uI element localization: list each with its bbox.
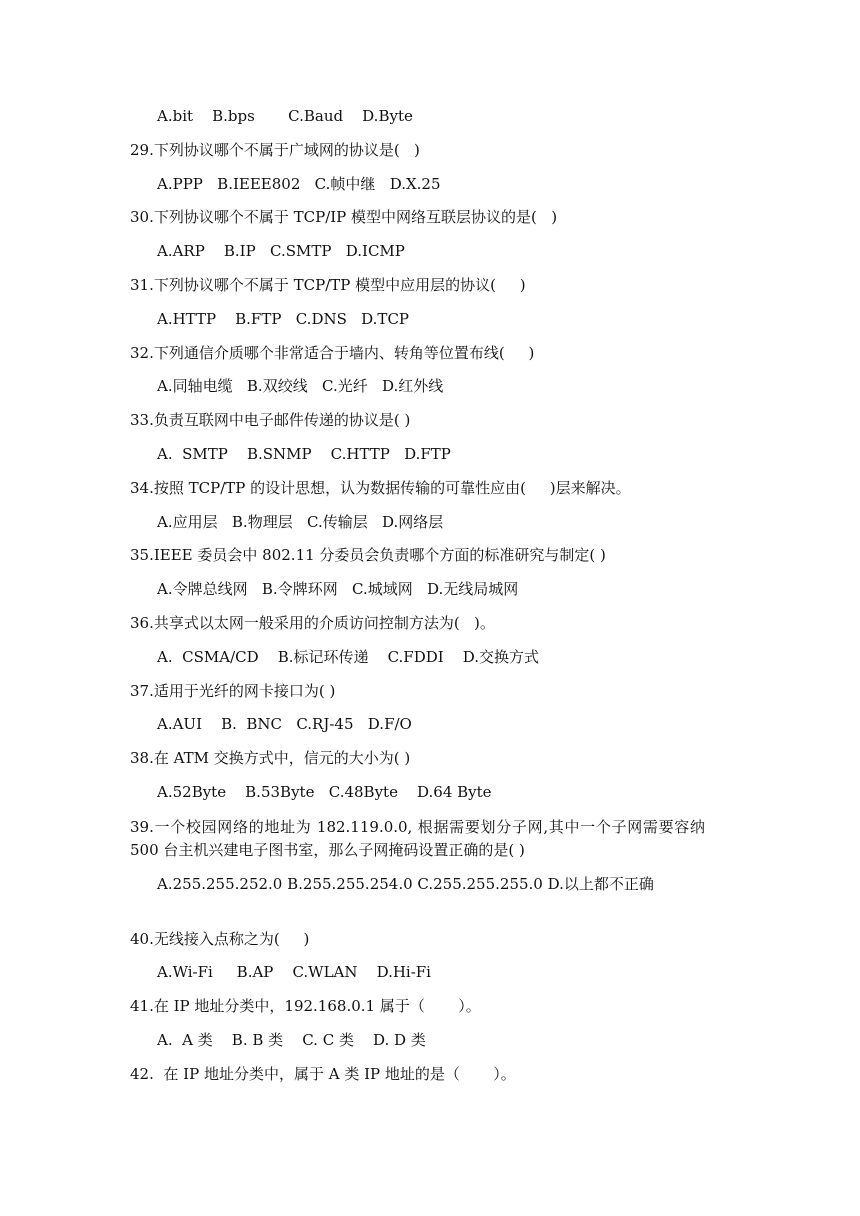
question-40: 40.无线接入点称之为( ): [130, 930, 310, 948]
question-37: 37.适用于光纤的网卡接口为( ): [130, 682, 336, 700]
question-42: 42. 在 IP 地址分类中，属于 A 类 IP 地址的是（ ）。: [130, 1065, 516, 1083]
question-39: 39.一个校园网络的地址为 182.119.0.0, 根据需要划分子网,其中一个子网需要容纳 500 台主机兴建电子图书室，那么子网掩码设置正确的是( ): [130, 818, 705, 859]
question-30: 30.下列协议哪个不属于 TCP/IP 模型中网络互联层协议的是( ): [130, 208, 558, 226]
options-q33: A. SMTP B.SNMP C.HTTP D.FTP: [157, 445, 451, 463]
question-38: 38.在 ATM 交换方式中，信元的大小为( ): [130, 749, 411, 767]
options-q31: A.HTTP B.FTP C.DNS D.TCP: [157, 310, 410, 328]
options-q32: A.同轴电缆 B.双绞线 C.光纤 D.红外线: [157, 377, 444, 395]
options-q29: A.PPP B.IEEE802 C.帧中继 D.X.25: [157, 175, 441, 193]
question-34: 34.按照 TCP/TP 的设计思想，认为数据传输的可靠性应由( )层来解决。: [130, 479, 631, 497]
options-q30: A.ARP B.IP C.SMTP D.ICMP: [157, 242, 405, 260]
options-q35: A.令牌总线网 B.令牌环网 C.城域网 D.无线局城网: [157, 580, 519, 598]
options-q41: A. A 类 B. B 类 C. C 类 D. D 类: [157, 1031, 426, 1049]
options-q36: A. CSMA/CD B.标记环传递 C.FDDI D.交换方式: [157, 648, 540, 666]
options-q28: A.bit B.bps C.Baud D.Byte: [157, 107, 413, 125]
question-32: 32.下列通信介质哪个非常适合于墙内、转角等位置布线( ): [130, 344, 535, 362]
question-29: 29.下列协议哪个不属于广域网的协议是( ): [130, 141, 420, 159]
question-36: 36.共享式以太网一般采用的介质访问控制方法为( )。: [130, 614, 495, 632]
options-q37: A.AUI B. BNC C.RJ-45 D.F/O: [157, 715, 412, 733]
options-q34: A.应用层 B.物理层 C.传输层 D.网络层: [157, 513, 444, 531]
options-q39: A.255.255.252.0 B.255.255.254.0 C.255.255.255.0 D.以上都不正确: [157, 875, 654, 893]
question-33: 33.负责互联网中电子邮件传递的协议是( ): [130, 411, 411, 429]
options-q40: A.Wi-Fi B.AP C.WLAN D.Hi-Fi: [157, 963, 431, 981]
options-q38: A.52Byte B.53Byte C.48Byte D.64 Byte: [157, 783, 492, 801]
question-31: 31.下列协议哪个不属于 TCP/TP 模型中应用层的协议( ): [130, 276, 526, 294]
question-35: 35.IEEE 委员会中 802.11 分委员会负责哪个方面的标准研究与制定( ): [130, 546, 606, 564]
question-41: 41.在 IP 地址分类中，192.168.0.1 属于（ ）。: [130, 997, 481, 1015]
